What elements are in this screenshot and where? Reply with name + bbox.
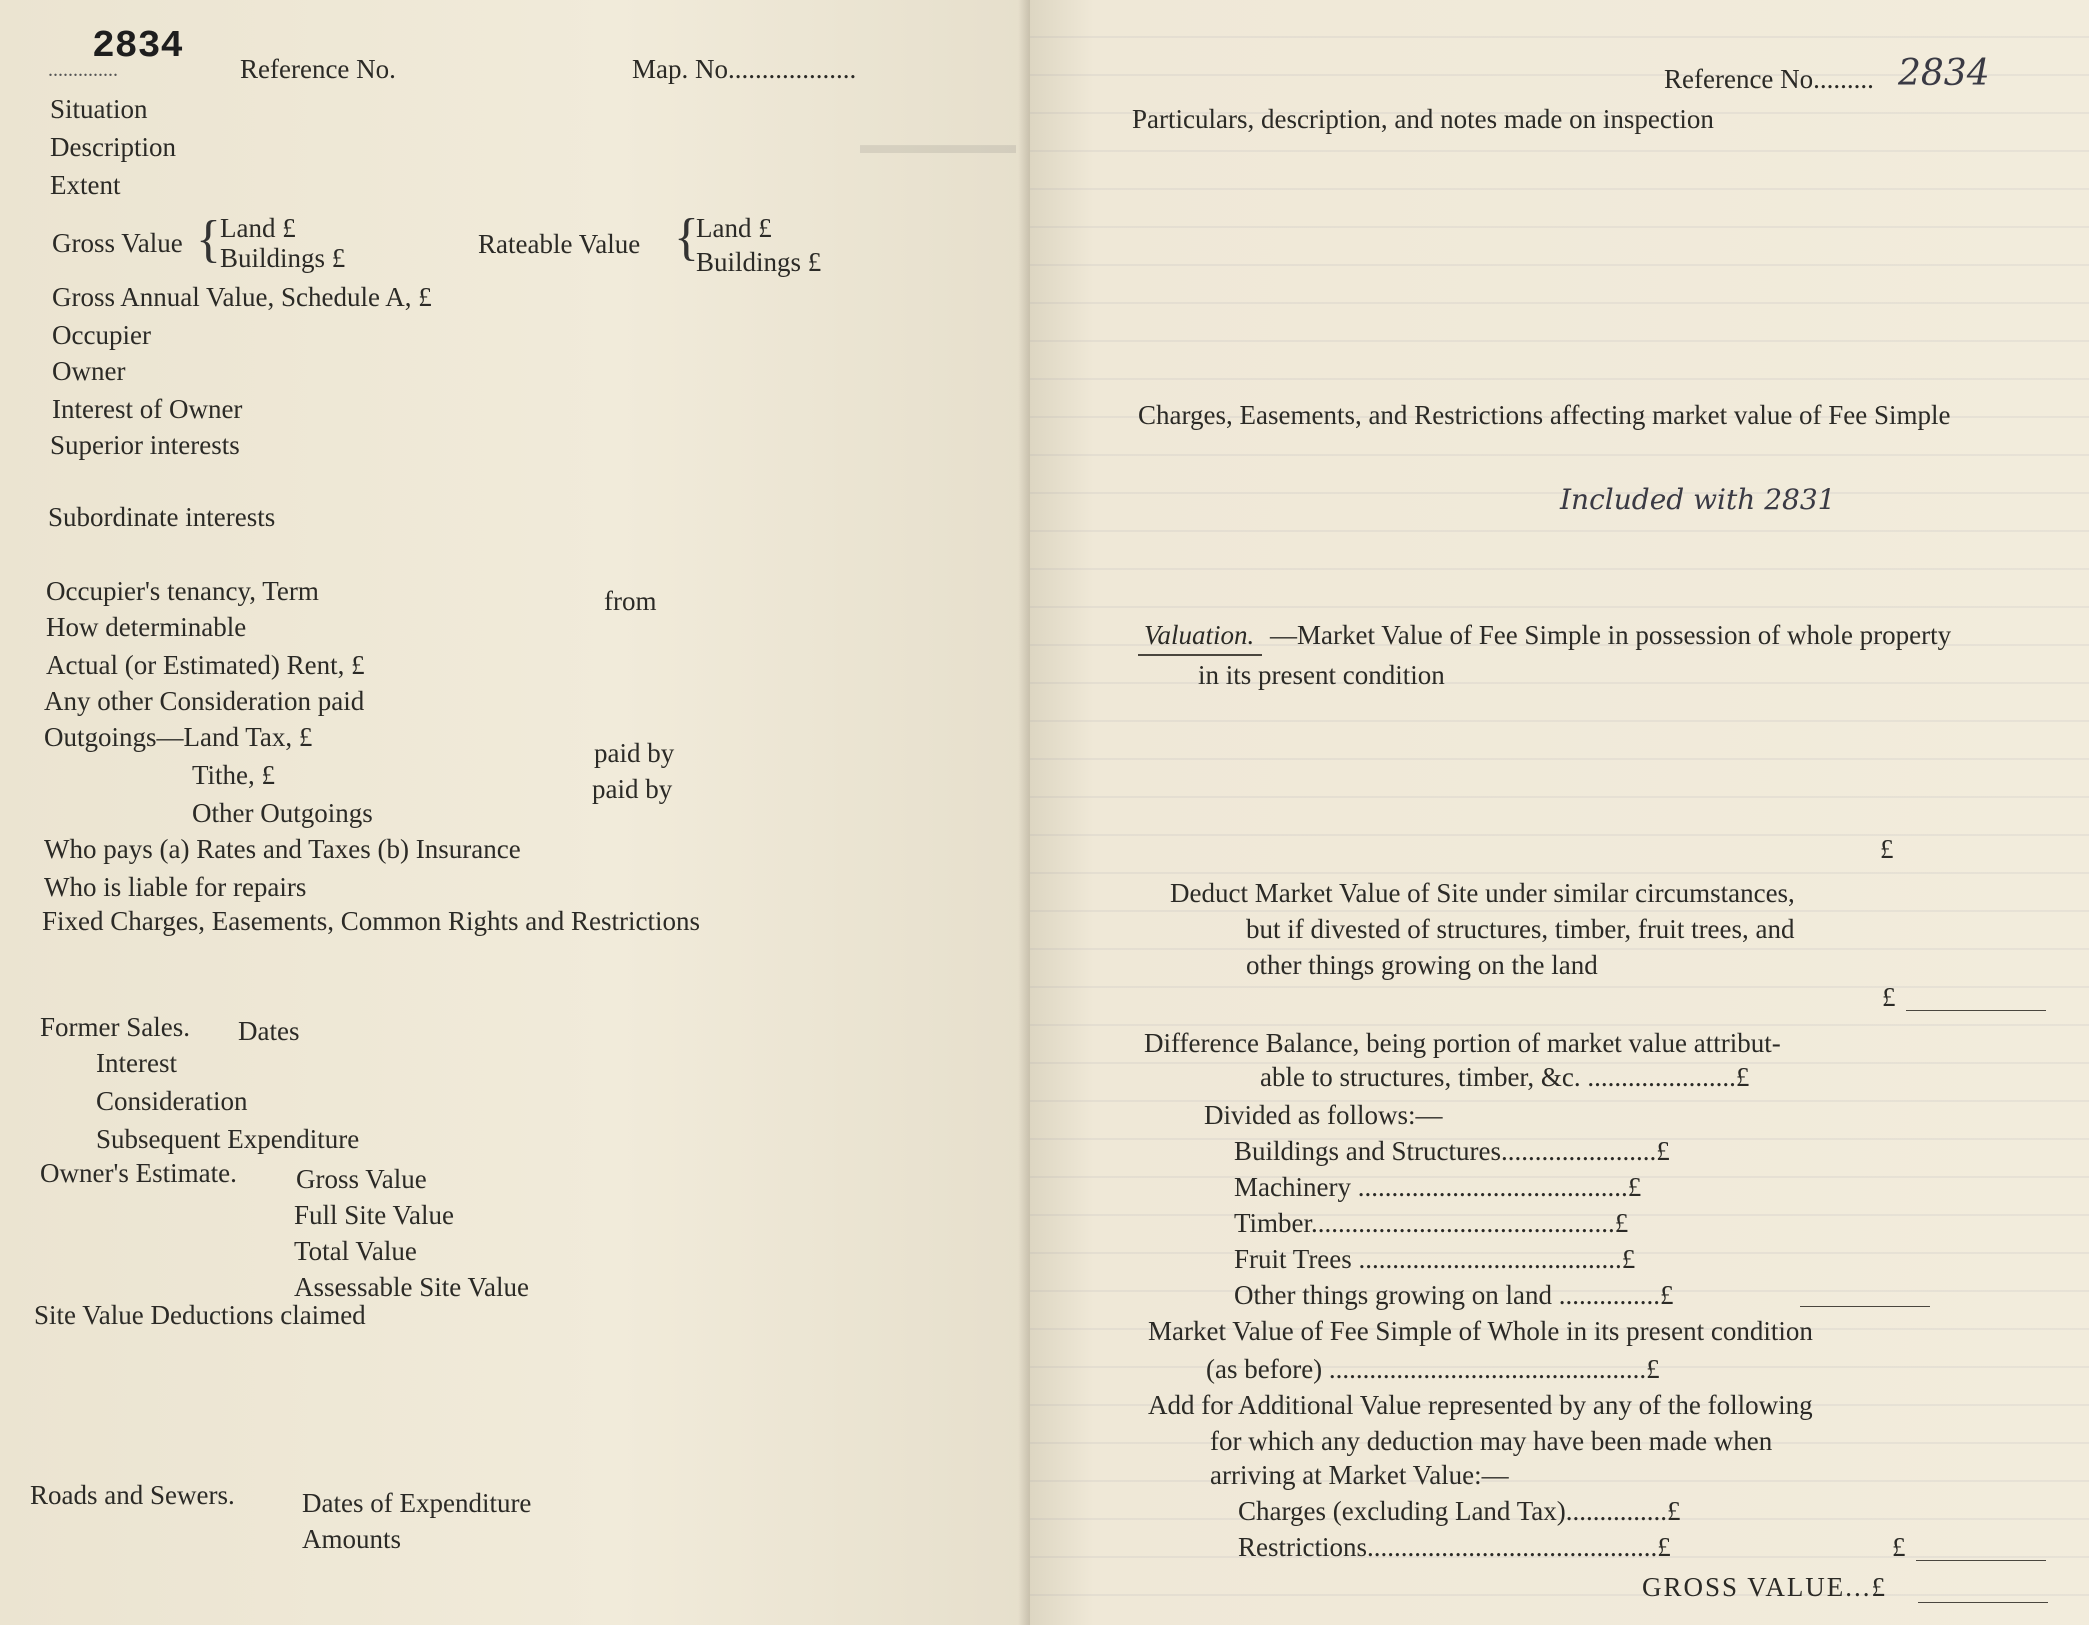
- rateable-value-label: Rateable Value: [478, 229, 641, 259]
- amounts-label: Amounts: [302, 1524, 402, 1554]
- add-value-line-1: Add for Additional Value represented by any of the following: [1148, 1390, 1813, 1420]
- former-sales-interest-label: Interest: [96, 1048, 177, 1078]
- other-consideration-label: Any other Consideration paid: [44, 686, 365, 716]
- former-sales-dates-label: Dates: [238, 1016, 300, 1046]
- gross-value-land: Land £: [220, 213, 296, 243]
- valuation-label: Valuation.: [1144, 620, 1255, 650]
- superior-interests-label: Superior interests: [50, 430, 240, 460]
- valuation-line-2: in its present condition: [1198, 660, 1445, 690]
- gross-annual-value-label: Gross Annual Value, Schedule A, £: [52, 282, 432, 312]
- right-reference-handwritten: 2834: [1898, 53, 1990, 94]
- difference-line-1: Difference Balance, being portion of market value attribut-: [1144, 1028, 1781, 1058]
- market-value-whole-line-2: (as before) ...............................................£: [1206, 1354, 1660, 1384]
- rateable-value-land: Land £: [696, 213, 772, 243]
- paid-by-tithe: paid by: [592, 774, 673, 804]
- deduct-line-3: other things growing on the land: [1246, 950, 1598, 980]
- rent-label: Actual (or Estimated) Rent, £: [46, 650, 365, 680]
- restrictions-rule: [1916, 1560, 2046, 1561]
- gross-value-label: Gross Value: [52, 228, 183, 258]
- restrictions-total-pound: £: [1892, 1532, 1906, 1562]
- charges-easements-heading: Charges, Easements, and Restrictions affecting market value of Fee Simple: [1138, 400, 1951, 430]
- other-outgoings-label: Other Outgoings: [192, 798, 373, 828]
- paid-by-land-tax: paid by: [594, 738, 675, 768]
- add-value-line-2: for which any deduction may have been made when: [1210, 1426, 1773, 1456]
- situation-label: Situation: [50, 94, 148, 124]
- site-value-pound: £: [1882, 982, 1896, 1012]
- reference-dots: ..............: [48, 59, 118, 81]
- particulars-heading: Particulars, description, and notes made on inspection: [1132, 104, 1714, 134]
- gross-value-buildings: Buildings £: [220, 243, 346, 273]
- former-sales-consideration-label: Consideration: [96, 1086, 248, 1116]
- subsequent-expenditure-label: Subsequent Expenditure: [96, 1124, 360, 1154]
- buildings-structures-line: Buildings and Structures.......................£: [1234, 1136, 1670, 1166]
- site-value-rule: [1906, 1010, 2046, 1011]
- tenancy-from-label: from: [604, 586, 657, 616]
- deduct-line-2: but if divested of structures, timber, fruit trees, and: [1246, 914, 1795, 944]
- tenancy-term-label: Occupier's tenancy, Term: [46, 576, 319, 606]
- tithe-label: Tithe, £: [192, 760, 276, 790]
- left-page: [0, 0, 1030, 1625]
- repairs-label: Who is liable for repairs: [44, 872, 307, 902]
- estimate-full-site-value-label: Full Site Value: [294, 1200, 455, 1230]
- site-value-deductions-label: Site Value Deductions claimed: [34, 1300, 366, 1330]
- right-reference-label: Reference No.........: [1664, 64, 1874, 94]
- roads-sewers-label: Roads and Sewers.: [30, 1480, 235, 1510]
- market-value-pound: £: [1880, 834, 1894, 864]
- who-pays-label: Who pays (a) Rates and Taxes (b) Insurance: [44, 834, 521, 864]
- description-label: Description: [50, 132, 176, 162]
- market-value-whole-line-1: Market Value of Fee Simple of Whole in its present condition: [1148, 1316, 1813, 1346]
- difference-line-2: able to structures, timber, &c. ......................£: [1260, 1062, 1750, 1092]
- gross-value-rule: [1918, 1602, 2048, 1603]
- estimate-total-value-label: Total Value: [294, 1236, 417, 1266]
- deduct-line-1: Deduct Market Value of Site under similar circumstances,: [1170, 878, 1795, 908]
- machinery-line: Machinery ........................................£: [1234, 1172, 1642, 1202]
- handwritten-note: Included with 2831: [1560, 483, 1836, 516]
- gross-value-brace: {: [196, 211, 221, 268]
- outgoings-land-tax-label: Outgoings—Land Tax, £: [44, 722, 313, 752]
- how-determinable-label: How determinable: [46, 612, 247, 642]
- owner-label: Owner: [52, 356, 126, 386]
- divided-label: Divided as follows:—: [1204, 1100, 1443, 1130]
- rateable-value-brace: {: [674, 209, 699, 266]
- occupier-label: Occupier: [52, 320, 151, 350]
- reference-number-stamp: 2834: [92, 25, 184, 68]
- map-number-label: Map. No...................: [632, 54, 857, 84]
- restrictions-line: Restrictions...........................................£: [1238, 1532, 1671, 1562]
- extent-label: Extent: [50, 170, 121, 200]
- dates-of-expenditure-label: Dates of Expenditure: [302, 1488, 532, 1518]
- reference-label: Reference No.: [240, 54, 396, 84]
- subtotal-rule: [1800, 1306, 1930, 1307]
- estimate-assessable-site-value-label: Assessable Site Value: [294, 1272, 529, 1302]
- owners-estimate-label: Owner's Estimate.: [40, 1158, 237, 1188]
- fruit-trees-line: Fruit Trees .......................................£: [1234, 1244, 1636, 1274]
- subordinate-interests-label: Subordinate interests: [48, 502, 276, 532]
- valuation-underline: [1138, 654, 1262, 656]
- valuation-line-1: —Market Value of Fee Simple in possession of whole property: [1270, 620, 1952, 650]
- gross-value-total-line: GROSS VALUE...£: [1642, 1572, 1888, 1602]
- fixed-charges-label: Fixed Charges, Easements, Common Rights and Restrictions: [42, 906, 700, 936]
- estimate-gross-value-label: Gross Value: [296, 1164, 427, 1194]
- charges-excluding-line: Charges (excluding Land Tax)...............£: [1238, 1496, 1681, 1526]
- interest-of-owner-label: Interest of Owner: [52, 394, 243, 424]
- show-through-text: ▬▬▬▬▬▬: [860, 130, 1016, 159]
- other-things-line: Other things growing on land ...............£: [1234, 1280, 1674, 1310]
- add-value-line-3: arriving at Market Value:—: [1210, 1460, 1509, 1490]
- rateable-value-buildings: Buildings £: [696, 247, 822, 277]
- right-page: [1030, 0, 2089, 1625]
- former-sales-label: Former Sales.: [40, 1012, 190, 1042]
- timber-line: Timber.............................................£: [1234, 1208, 1629, 1238]
